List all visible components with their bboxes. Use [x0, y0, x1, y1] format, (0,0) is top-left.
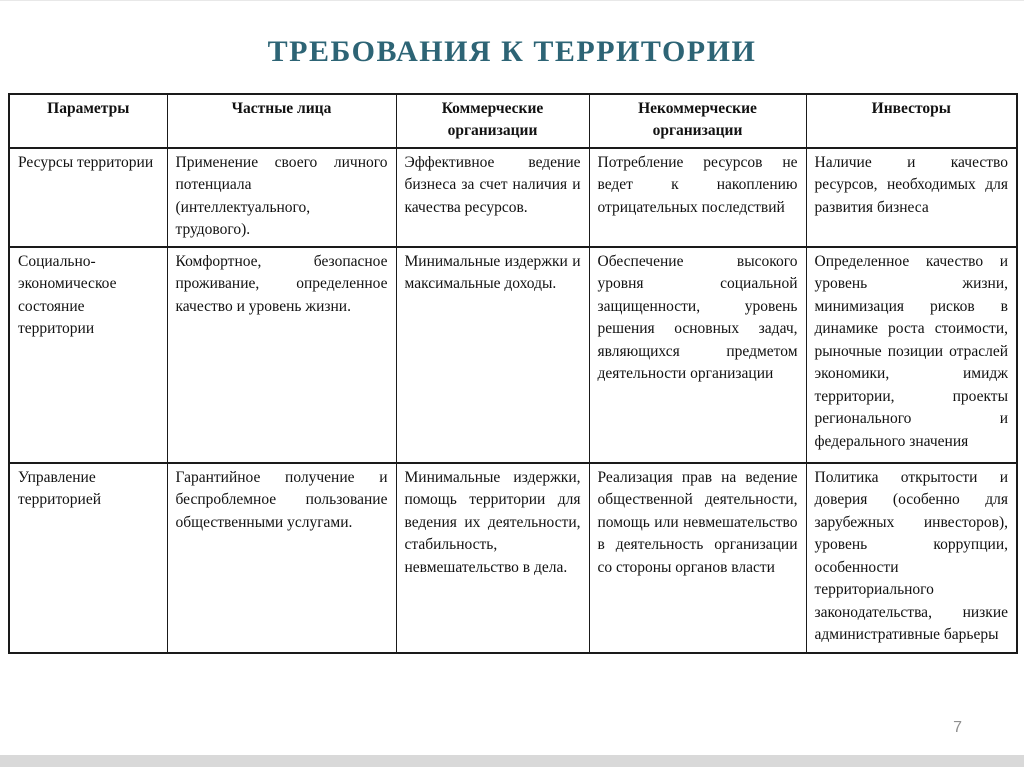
- requirements-table: [8, 93, 1018, 654]
- table-cell: Эффективное ведение бизнеса за счет наличия и качества ресурсов.: [396, 148, 589, 247]
- table-cell: Применение своего личного потенциала (интеллектуального, трудового).: [167, 148, 396, 247]
- page-number: 7: [953, 719, 962, 736]
- column-header-parameters: Параметры: [9, 94, 167, 148]
- row-header-cell: Социально-экономическое состояние территории: [9, 247, 167, 463]
- table-cell: Определенное качество и уровень жизни, минимизация рисков в динамике роста стоимости, рыночные позиции отраслей экономики, имидж территории, проекты регионального и федерального значения: [806, 247, 1017, 463]
- table-cell: Минимальные издержки и максимальные доходы.: [396, 247, 589, 463]
- header-row: [9, 94, 1017, 148]
- column-header-investors: Инвесторы: [806, 94, 1017, 148]
- row-header-cell: Ресурсы территории: [9, 148, 167, 247]
- table-cell: Политика открытости и доверия (особенно для зарубежных инвесторов), уровень коррупции, особенности территориального законодательства, низкие административные барьеры: [806, 463, 1017, 653]
- table-cell: Обеспечение высокого уровня социальной защищенности, уровень решения основных задач, являющихся предметом деятельности организации: [589, 247, 806, 463]
- column-header-private-persons: Частные лица: [167, 94, 396, 148]
- page-title: ТРЕБОВАНИЯ К ТЕРРИТОРИИ: [267, 35, 757, 68]
- table-cell: Гарантийное получение и беспроблемное пользование общественными услугами.: [167, 463, 396, 653]
- table-cell: Комфортное, безопасное проживание, определенное качество и уровень жизни.: [167, 247, 396, 463]
- column-header-noncommercial-orgs: Некоммерческие организации: [589, 94, 806, 148]
- table-cell: Реализация прав на ведение общественной деятельности, помощь или невмешательство в деятельность организации со стороны органов власти: [589, 463, 806, 653]
- table-row-socio-economic: [9, 247, 1017, 463]
- column-header-commercial-orgs: Коммерческие организации: [396, 94, 589, 148]
- table-row-resources: [9, 148, 1017, 247]
- table-row-management: [9, 463, 1017, 653]
- row-header-cell: Управление территорией: [9, 463, 167, 653]
- viewer-bottom-band: [0, 755, 1024, 767]
- table-cell: Наличие и качество ресурсов, необходимых для развития бизнеса: [806, 148, 1017, 247]
- table-cell: Потребление ресурсов не ведет к накоплению отрицательных последствий: [589, 148, 806, 247]
- table-cell: Минимальные издержки, помощь территории для ведения их деятельности, стабильность, невмешательство в дела.: [396, 463, 589, 653]
